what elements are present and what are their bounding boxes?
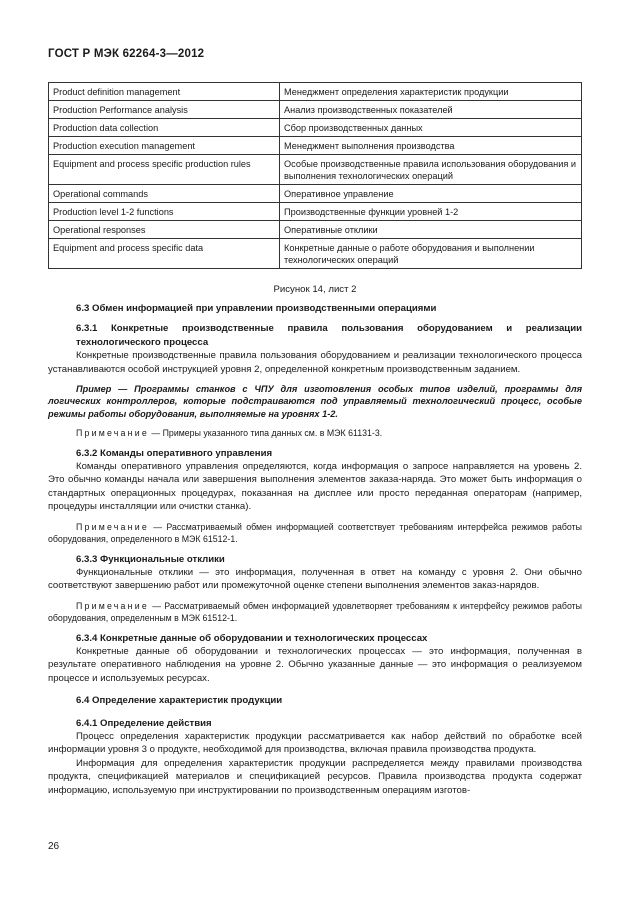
table-cell-en: Equipment and process specific production rules [49,155,280,185]
paragraph: Конкретные данные об оборудовании и технологических процессах — это информация, полученная в результате оперативного наблюдения на уровне 2. Обычно указанные данные — это информация о реализуемом процессе и используемых ресурсах. [48,645,582,684]
paragraph: Команды оперативного управления определяются, когда информация о запросе направляется на уровень 2. Это обычно команды начала или завершения выполнения элементов заказа-наряда. Это может быть информация о стандартных операционных процедурах, показанная на дисплее или просто переданная операторам (например, процедуры инсталляции или очистки станка). [48,461,582,513]
table-cell-ru: Менеджмент определения характеристик продукции [280,83,582,101]
table-cell-en: Operational responses [49,221,280,239]
table-cell-en: Product definition management [49,83,280,101]
note-text: — Рассматриваемый обмен информацией удовлетворяет требованиям к интерфейсу режимов работы оборудования, определенным в МЭК 61512-1. [48,600,582,624]
table-cell-en: Production execution management [49,137,280,155]
table-cell-ru: Оперативное управление [280,185,582,203]
note [48,427,582,439]
section-heading-6-4: 6.4 Определение характеристик продукции [76,695,283,707]
table-cell-en: Production level 1-2 functions [49,203,280,221]
table-cell-ru: Особые производственные правила использования оборудования и выполнения технологических операций [280,155,582,185]
note-label: Примечание [76,600,149,611]
section-heading-6-3-1: 6.3.1 Конкретные производственные правила пользования оборудованием и реализации технологического процесса [76,323,582,348]
table-cell-ru: Сбор производственных данных [280,119,582,137]
paragraph: Информация для определения характеристик продукции распределяется между правилами производства продукта, спецификацией материалов и спецификацией ресурсов. Правила производства продукта содержат информацию, используемую при инструктировании по производственным операциям изготов- [48,757,582,796]
table-row [49,137,582,155]
section-heading-6-3-3: 6.3.3 Функциональные отклики [76,553,225,565]
section-heading-6-3-4: 6.3.4 Конкретные данные об оборудовании и технологических процессах [76,632,428,644]
paragraph: Процесс определения характеристик продукции рассматривается как набор действий по обработке всей информации уровня 3 о продукте, необходимой для производства, включая правила производства продукта. [48,730,582,756]
table-row [49,83,582,101]
section-heading-6-4-1: 6.4.1 Определение действия [76,717,212,729]
table-cell-ru: Производственные функции уровней 1-2 [280,203,582,221]
paragraph: Функциональные отклики — это информация, полученная в ответ на команду с уровня 2. Они обычно соответствуют завершению работ или промежуточной оценке степени выполнения элементов заказ-нарядов. [48,566,582,592]
table-cell-ru: Конкретные данные о работе оборудования и выполнении технологических операций [280,239,582,269]
table-cell-ru: Менеджмент выполнения производства [280,137,582,155]
table-cell-ru: Оперативные отклики [280,221,582,239]
paragraph: Конкретные производственные правила пользования оборудованием и реализации технологического процесса устанавливаются особой инструкцией уровня 2, определенной конкретным производственным заданием. [48,350,582,375]
table-row [49,239,582,269]
terms-table [48,82,582,269]
page-number: 26 [48,841,60,852]
figure-caption: Рисунок 14, лист 2 [273,284,357,295]
table-row [49,221,582,239]
table-row [49,203,582,221]
section-heading-6-3: 6.3 Обмен информацией при управлении производственными операциями [76,303,437,314]
note [48,521,582,546]
note-label: Примечание [76,521,149,532]
note-label: Примечание [76,428,149,439]
table-row [49,101,582,119]
table-cell-ru: Анализ производственных показателей [280,101,582,119]
example-text: Пример — Программы станков с ЧПУ для изготовления особых типов изделий, программы для логических контроллеров, которые подстраиваются под управляемый технологический процесс, особые режимы работы оборудования, выполняемые на уровнях 1-2. [48,384,582,419]
note [48,600,582,625]
note-text: — Рассматриваемый обмен информацией соответствует требованиям интерфейса режимов работы оборудования, определенного в МЭК 61512-1. [48,521,582,545]
table-row [49,119,582,137]
note-text: — Примеры указанного типа данных см. в МЭК 61131-3. [148,428,383,439]
section-heading-6-3-2: 6.3.2 Команды оперативного управления [76,447,273,459]
table-row [49,155,582,185]
table-cell-en: Production Performance analysis [49,101,280,119]
table-cell-en: Operational commands [49,185,280,203]
table-row [49,185,582,203]
document-body [48,302,582,797]
table-cell-en: Production data collection [49,119,280,137]
table-cell-en: Equipment and process specific data [49,239,280,269]
document-header: ГОСТ Р МЭК 62264-3—2012 [48,48,205,60]
